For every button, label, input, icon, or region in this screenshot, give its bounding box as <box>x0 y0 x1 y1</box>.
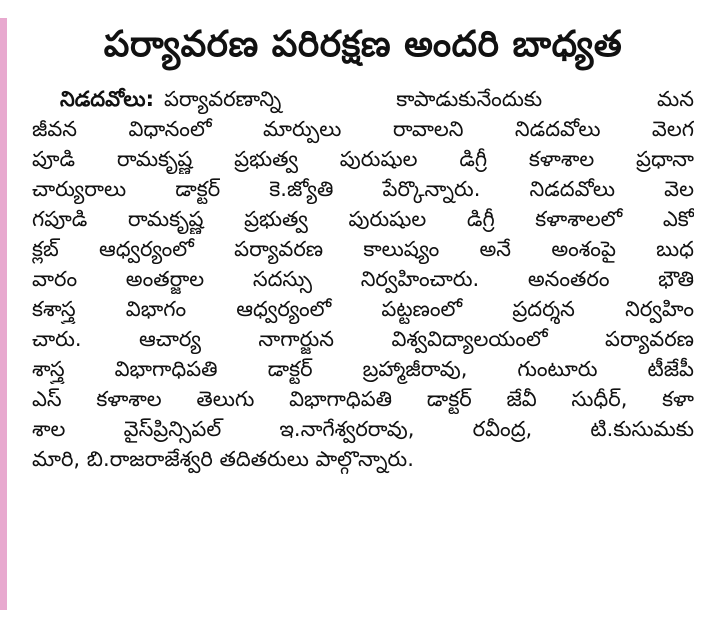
body-line: వారం అంతర్జాల సదస్సు నిర్వహించారు. అనంతరం భౌతి <box>32 267 694 291</box>
body-line <box>32 84 694 114</box>
body-line: గపూడి రామకృష్ణ ప్రభుత్వ పురుషుల డిగ్రీ కళాశాలలో ఎకో <box>32 207 694 231</box>
body-line: చారు. ఆచార్య నాగార్జున విశ్వవిద్యాలయంలో పర్యావరణ <box>32 327 694 351</box>
headline: పర్యావరణ పరిరక్షణ అందరి బాధ్యత <box>103 24 623 65</box>
body-line: చార్యురాలు డాక్టర్ కె.జ్యోతి పేర్కొన్నారు. నిడదవోలు వెల <box>32 177 694 201</box>
body-line-text: పర్యావరణాన్ని కాపాడుకునేందుకు మన <box>163 87 694 111</box>
page-edge-bar <box>0 18 7 610</box>
body-line: క్లబ్ ఆధ్వర్యంలో పర్యావరణ కాలుష్యం అనే అంశంపై బుధ <box>32 237 694 261</box>
article <box>32 16 694 474</box>
body-line: జీవన విధానంలో మార్పులు రావాలని నిడదవోలు వెలగ <box>32 117 694 141</box>
body-line: శాస్త్ర విభాగాధిపతి డాక్టర్ బ్రహ్మాజీరావు, గుంటూరు టీజేపీ <box>32 357 694 381</box>
body-line: ఎస్ కళాశాల తెలుగు విభాగాధిపతి డాక్టర్ జేవీ సుధీర్, కళా <box>32 387 694 411</box>
article-body <box>32 84 694 474</box>
body-line: శాల వైస్‌ప్రిన్సిపల్ ఇ.నాగేశ్వరరావు, రవీంద్ర, టి.కుసుమకు <box>32 417 694 441</box>
body-line: కశాస్త్ర విభాగం ఆధ్వర్యంలో పట్టణంలో ప్రదర్శన నిర్వహిం <box>32 297 694 321</box>
body-line: మారి, బి.రాజరాజేశ్వరి తదితరులు పాల్గొన్నారు. <box>32 447 414 471</box>
body-line: పూడి రామకృష్ణ ప్రభుత్వ పురుషుల డిగ్రీ కళాశాల ప్రధానా <box>32 147 694 171</box>
dateline: నిడదవోలు: <box>60 87 154 111</box>
